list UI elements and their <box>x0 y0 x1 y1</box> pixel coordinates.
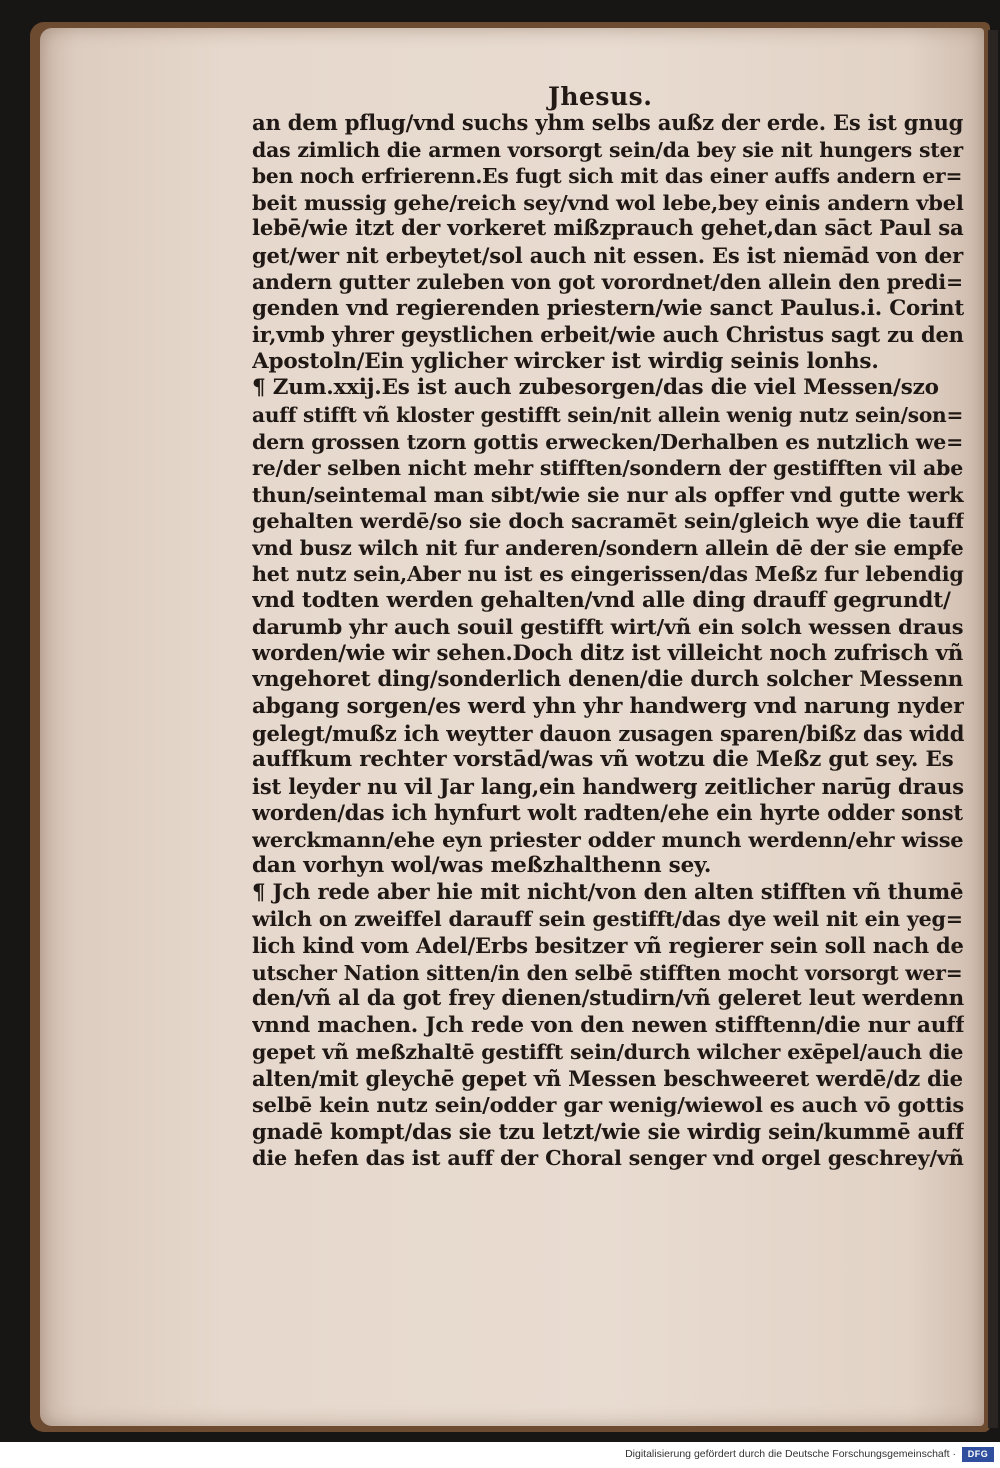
text-line: gehalten werdē/so sie doch sacramēt sein/gleich wye die tauff <box>252 508 964 534</box>
text-line: andern gutter zuleben von got vorordnet/den allein den predi= <box>252 270 963 295</box>
text-line: dern grossen tzorn gottis erwecken/Derhalben es nutzlich we= <box>252 429 964 454</box>
text-line: das zimlich die armen vorsorgt sein/da bey sie nit hungers ster <box>252 137 963 162</box>
text-line: ben noch erfrierenn.Es fugt sich mit das einer auffs andern er= <box>252 164 963 189</box>
text-line: ist leyder nu vil Jar lang,ein handwerg zeitlicher narūg draus <box>252 773 964 799</box>
running-title: Jhesus. <box>548 82 653 111</box>
digitization-credit: Digitalisierung gefördert durch die Deutsche Forschungsgemeinschaft · <box>625 1448 956 1460</box>
text-line: den/vñ al da got frey dienen/studirn/vñ geleret leut werdenn <box>252 986 964 1012</box>
text-line: ¶ Zum.xxij.Es ist auch zubesorgen/das die viel Messen/szo <box>252 375 939 401</box>
text-line: alten/mit gleychē gepet vñ Messen beschweeret werdē/dz die <box>252 1065 963 1091</box>
text-line: Apostoln/Ein yglicher wircker ist wirdig seinis lonhs. <box>252 348 879 374</box>
text-line: lich kind vom Adel/Erbs besitzer vñ regierer sein soll nach de <box>252 932 964 958</box>
footer-bar <box>0 1442 1000 1468</box>
text-line: worden/wie wir sehen.Doch ditz ist villeicht noch zufrisch vñ <box>252 640 964 666</box>
text-line: lebē/wie itzt der vorkeret mißzprauch gehet,dan sāct Paul sa <box>252 216 964 242</box>
text-line: selbē kein nutz sein/odder gar wenig/wiewol es auch vō gottis <box>252 1092 964 1118</box>
text-line: darumb yhr auch souil gestifft wirt/vñ ein solch wessen draus <box>252 614 964 640</box>
text-line: die hefen das ist auff der Choral senger vnd orgel geschrey/vñ <box>252 1145 964 1171</box>
text-line: vnnd machen. Jch rede von den newen stifftenn/die nur auff <box>252 1012 964 1038</box>
text-line: re/der selben nicht mehr stifften/sondern der gestifften vil abe <box>252 456 964 481</box>
text-line: get/wer nit erbeytet/sol auch nit essen. Es ist niemād von der <box>252 242 964 268</box>
binding-shadow <box>988 30 998 1428</box>
text-line: thun/seintemal man sibt/wie sie nur als opffer vnd gutte werk <box>252 481 964 507</box>
text-line: dan vorhyn wol/was meßzhalthenn sey. <box>252 853 712 879</box>
text-line: an dem pflug/vnd suchs yhm selbs außz der erde. Es ist gnug <box>252 110 964 135</box>
text-line: auffkum rechter vorstād/was vñ wotzu die Meßz gut sey. Es <box>252 747 954 773</box>
dfg-logo-icon: DFG <box>962 1447 994 1462</box>
text-line: vnd todten werden gehalten/vnd alle ding drauff gegrundt/ <box>252 587 951 613</box>
text-line: gepet vñ meßzhaltē gestifft sein/durch wilcher exēpel/auch die <box>252 1040 964 1065</box>
text-line: ir,vmb yhrer geystlichen erbeit/wie auch Christus sagt zu den <box>252 322 964 348</box>
text-line: werckmann/ehe eyn priester odder munch werdenn/ehr wisse <box>252 826 964 852</box>
text-line: het nutz sein,Aber nu ist es eingerissen/das Meßz fur lebendig <box>252 562 964 587</box>
text-line: worden/das ich hynfurt wolt radten/ehe ein hyrte odder sonst <box>252 800 963 826</box>
text-line: ¶ Jch rede aber hie mit nicht/von den alten stifften vñ thumē <box>252 879 964 905</box>
text-line: utscher Nation sitten/in den selbē stifften mocht vorsorgt wer= <box>252 960 963 985</box>
text-line: gelegt/mußz ich weytter dauon zusagen sparen/bißz das widd <box>252 720 964 746</box>
text-line: wilch on zweiffel darauff sein gestifft/das dye weil nit ein yeg= <box>252 907 963 932</box>
text-line: vnd busz wilch nit fur anderen/sondern allein dē der sie empfe <box>252 535 964 560</box>
page-text-block <box>252 110 964 1172</box>
text-line: abgang sorgen/es werd yhn yhr handwerg vnd narung nyder <box>252 694 964 720</box>
text-line: genden vnd regierenden priestern/wie sanct Paulus.i. Corint <box>252 295 964 321</box>
text-line: vngehoret ding/sonderlich denen/die durch solcher Messenn <box>252 667 964 693</box>
text-line: auff stifft vñ kloster gestifft sein/nit allein wenig nutz sein/son= <box>252 403 964 428</box>
text-line: gnadē kompt/das sie tzu letzt/wie sie wirdig sein/kummē auff <box>252 1118 964 1144</box>
text-line: beit mussig gehe/reich sey/vnd wol lebe,bey einis andern vbel <box>252 189 964 215</box>
